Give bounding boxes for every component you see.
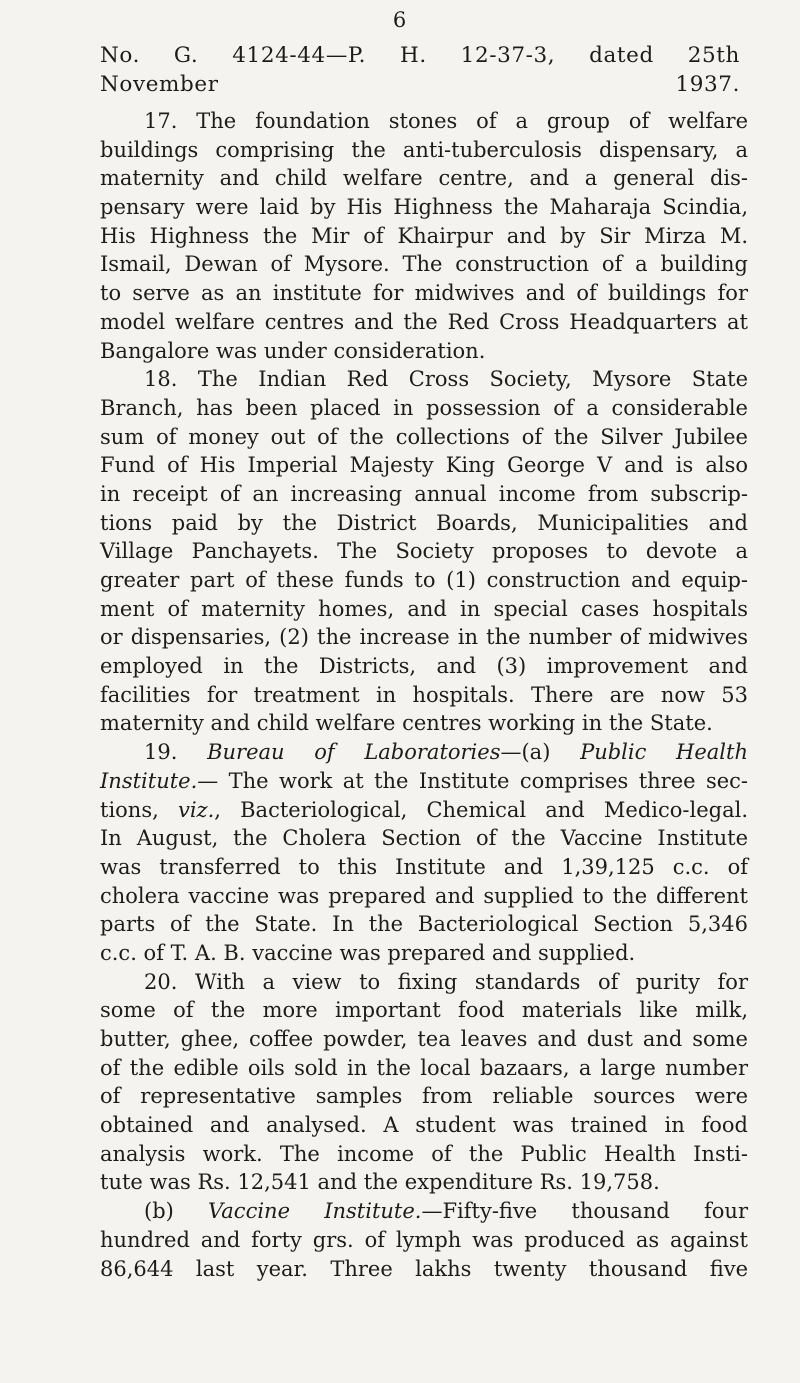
text-run: , Bacteriological, Chemical and Medico-legal.	[214, 797, 748, 822]
text-run: —Fifty-five thousand four	[421, 1199, 748, 1224]
text-line: tions paid by the District Boards, Municipalities and	[100, 510, 748, 535]
heading-line-2: November 1937.	[100, 71, 740, 97]
heading-line-1: No. G. 4124-44—P. H. 12-37-3, dated 25th	[100, 43, 740, 68]
paragraph-b	[100, 1197, 748, 1283]
page-number: 6	[392, 8, 408, 32]
text-line: 18. The Indian Red Cross Society, Mysore State	[144, 367, 748, 392]
text-line: some of the more important food materials like milk,	[100, 998, 748, 1023]
text-run: tions,	[100, 797, 159, 822]
section-title: Bureau of Laboratories	[207, 740, 501, 765]
text-line: 17. The foundation stones of a group of welfare	[144, 109, 748, 133]
text-line: tute was Rs. 12,541 and the expenditure Rs. 19,758.	[100, 1170, 660, 1195]
text-line: to serve as an institute for midwives and of buildings for	[100, 281, 748, 306]
text-line: Branch, has been placed in possession of a considerable	[100, 395, 748, 420]
text-line	[100, 796, 748, 825]
text-line: 86,644 last year. Three lakhs twenty thousand five	[100, 1256, 748, 1281]
text-line: of the edible oils sold in the local bazaars, a large number	[100, 1055, 748, 1080]
paragraph-17	[100, 107, 748, 365]
text-line: ment of maternity homes, and in special cases hospitals	[100, 596, 748, 621]
text-line: obtained and analysed. A student was trained in food	[100, 1113, 748, 1138]
text-line: Fund of His Imperial Majesty King George V and is also	[100, 453, 748, 478]
text-line: employed in the Districts, and (3) improvement and	[100, 654, 748, 679]
text-line: c.c. of T. A. B. vaccine was prepared and supplied.	[100, 940, 636, 965]
paragraph-number: 19.	[144, 740, 178, 765]
text-line: pensary were laid by His Highness the Maharaja Scindia,	[100, 195, 748, 220]
text-line	[100, 738, 748, 767]
text-run: — The work at the Institute comprises three sec-	[197, 768, 748, 793]
text-line: In August, the Cholera Section of the Vaccine Institute	[100, 826, 748, 851]
subsection-label: (b)	[144, 1199, 174, 1224]
text-line: 20. With a view to fixing standards of purity for	[144, 969, 748, 994]
order-heading	[100, 42, 740, 99]
text-line: or dispensaries, (2) the increase in the number of midwives	[100, 625, 748, 650]
text-line	[100, 1197, 748, 1226]
text-line: Village Panchayets. The Society proposes to devote a	[100, 539, 748, 564]
text-line: His Highness the Mir of Khairpur and by Sir Mirza M.	[100, 223, 748, 248]
subsection-title: Institute.	[100, 768, 198, 793]
text-line: facilities for treatment in hospitals. There are now 53	[100, 682, 748, 707]
text-line: model welfare centres and the Red Cross Headquarters at	[100, 309, 748, 334]
text-line: maternity and child welfare centres working in the State.	[100, 711, 713, 736]
text-line: was transferred to this Institute and 1,39,125 c.c. of	[100, 854, 748, 879]
subsection-title: Public Health	[580, 740, 748, 765]
text-line	[100, 767, 748, 796]
italic-term: viz.	[177, 797, 215, 822]
text-line: cholera vaccine was prepared and supplied to the different	[100, 883, 748, 908]
subsection-title: Vaccine Institute.	[208, 1199, 422, 1224]
paragraph-18	[100, 365, 748, 738]
paragraph-20	[100, 968, 748, 1198]
text-line: sum of money out of the collections of the Silver Jubilee	[100, 424, 748, 449]
text-line: analysis work. The income of the Public Health Insti-	[100, 1141, 748, 1166]
text-line: of representative samples from reliable sources were	[100, 1084, 748, 1109]
text-line: Bangalore was under consideration.	[100, 338, 486, 363]
text-line: parts of the State. In the Bacteriological Section 5,346	[100, 912, 748, 937]
text-line: in receipt of an increasing annual income from subscrip-	[100, 481, 748, 506]
text-line: butter, ghee, coffee powder, tea leaves and dust and some	[100, 1027, 748, 1051]
body-text	[100, 107, 748, 1283]
paragraph-19	[100, 738, 748, 968]
text-line: buildings comprising the anti-tuberculosis dispensary, a	[100, 137, 748, 162]
text-line: greater part of these funds to (1) construction and equip-	[100, 568, 748, 592]
section-dash: —(a)	[500, 740, 551, 765]
text-line: maternity and child welfare centre, and a general dis-	[100, 166, 748, 191]
text-line: hundred and forty grs. of lymph was produced as against	[100, 1227, 748, 1252]
text-line: Ismail, Dewan of Mysore. The construction of a building	[100, 252, 748, 277]
